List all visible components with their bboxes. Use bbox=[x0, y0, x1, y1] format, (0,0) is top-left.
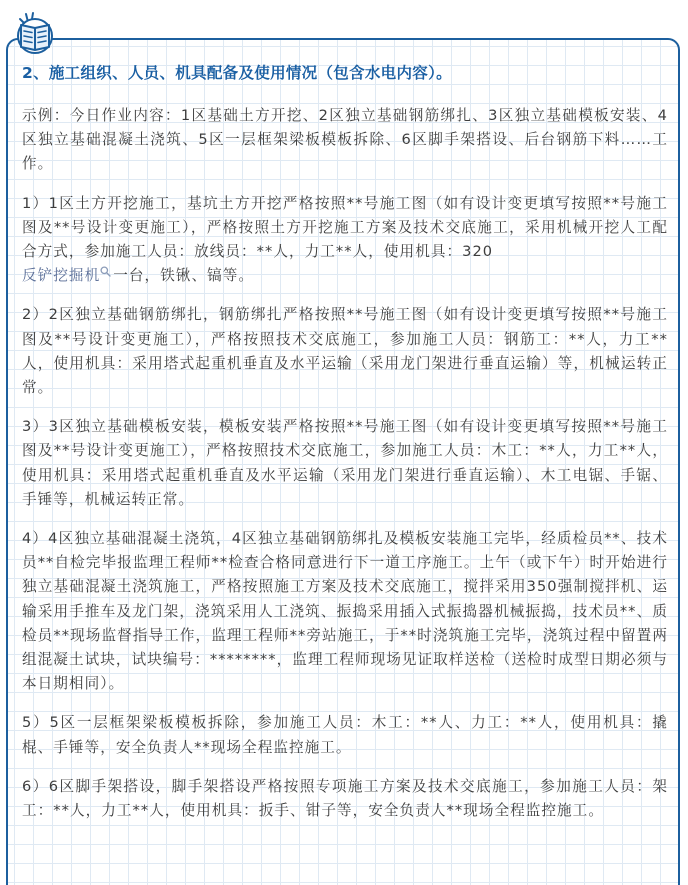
content-card bbox=[6, 38, 680, 885]
example-paragraph: 示例：今日作业内容：1区基础土方开挖、2区独立基础钢筋绑扎、3区独立基础模板安装、4区独立基础混凝土浇筑、5区一层框架梁板模板拆除、6区脚手架搭设、后台钢筋下料……工作。 bbox=[22, 107, 668, 173]
excavator-keyword-link[interactable]: 反铲挖掘机 bbox=[22, 267, 113, 284]
item-5-paragraph: 5）5区一层框架梁板模板拆除，参加施工人员：木工：**人、力工：**人，使用机具：撬棍、手锤等，安全负责人**现场全程监控施工。 bbox=[22, 714, 668, 756]
item-3-paragraph: 3）3区独立基础模板安装，模板安装严格按照**号施工图（如有设计变更填写按照**号施工图及**号设计变更施工），严格按照技术交底施工，参加施工人员：木工：**人，力工**人，使用机具：采用塔式起重机垂直及水平运输（采用龙门架进行垂直运输）、木工电锯、手锯、手锤等，机械运转正常。 bbox=[22, 418, 668, 508]
open-book-icon bbox=[10, 10, 58, 54]
item-1-text: 1）1区土方开挖施工，基坑土方开挖严格按照**号施工图（如有设计变更填写按照**号施工图及**号设计变更施工），严格按照土方开挖施工方案及技术交底施工，采用机械开挖人工配合方式，参加施工人员：放线员：**人，力工**人，使用机具：320 bbox=[22, 194, 668, 261]
item-4-paragraph: 4）4区独立基础混凝土浇筑，4区独立基础钢筋绑扎及模板安装施工完毕，经质检员**、技术员**自检完毕报监理工程师**检查合格同意进行下一道工序施工。上午（或下午）时开始进行独立基础混凝土浇筑施工，严格按照施工方案及技术交底施工，搅拌采用350强制搅拌机、运输采用手推车及龙门架，浇筑采用人工浇筑、振捣采用插入式振捣器机械振捣，技术员**、质检员**现场监督指导工作，监理工程师**旁站施工，于**时浇筑施工完毕，浇筑过程中留置两组混凝土试块，试块编号：********，监理工程师现场见证取样送检（送检时成型日期必须与本日期相同）。 bbox=[22, 530, 668, 693]
item-6-paragraph: 6）6区脚手架搭设，脚手架搭设严格按照专项施工方案及技术交底施工，参加施工人员：架工：**人，力工**人，使用机具：扳手、钳子等，安全负责人**现场全程监控施工。 bbox=[22, 777, 668, 820]
section-title: 2、施工组织、人员、机具配备及使用情况（包含水电内容）。 bbox=[22, 64, 452, 82]
item-1-tail: 一台，铁锹、镐等。 bbox=[113, 267, 255, 285]
article-body bbox=[22, 60, 668, 838]
item-1-paragraph bbox=[22, 192, 668, 289]
search-icon bbox=[100, 266, 111, 277]
item-2-paragraph: 2）2区独立基础钢筋绑扎，钢筋绑扎严格按照**号施工图（如有设计变更填写按照**号施工图及**号设计变更施工），严格按照技术交底施工，参加施工人员：钢筋工：**人，力工**人，使用机具：采用塔式起重机垂直及水平运输（采用龙门架进行垂直运输）等，机械运转正常。 bbox=[22, 306, 668, 397]
